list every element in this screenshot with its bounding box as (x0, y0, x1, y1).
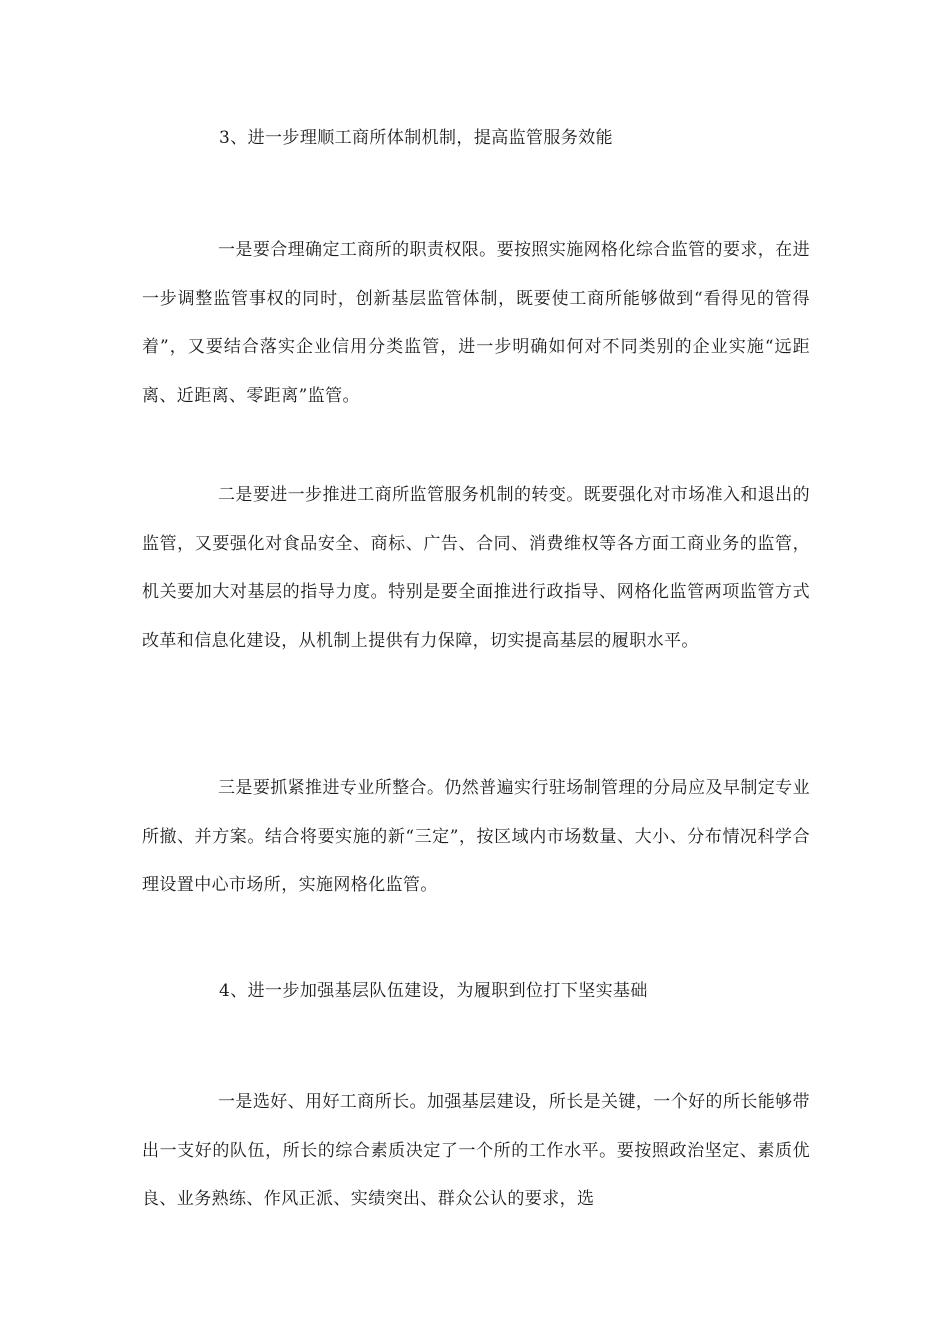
section-heading-4: 4、进一步加强基层队伍建设，为履职到位打下坚实基础 (219, 981, 648, 1001)
paragraph-3: 三是要抓紧推进专业所整合。仍然普遍实行驻场制管理的分局应及早制定专业所撤、并方案。结合将要实施的新“三定”，按区域内市场数量、大小、分布情况科学合理设置中心市场所，实施网格化监管。 (142, 778, 810, 895)
paragraph-1: 一是要合理确定工商所的职责权限。要按照实施网格化综合监管的要求，在进一步调整监管事权的同时，创新基层监管体制，既要使工商所能够做到“看得见的管得着”，又要结合落实企业信用分类监管，进一步明确如何对不同类别的企业实施“远距离、近距离、零距离”监管。 (142, 240, 810, 406)
paragraph-2: 二是要进一步推进工商所监管服务机制的转变。既要强化对市场准入和退出的监管，又要强化对食品安全、商标、广告、合同、消费维权等各方面工商业务的监管，机关要加大对基层的指导力度。特别是要全面推进行政指导、网格化监管两项监管方式改革和信息化建设，从机制上提供有力保障，切实提高基层的履职水平。 (142, 485, 810, 651)
section-heading-3: 3、进一步理顺工商所体制机制，提高监管服务效能 (219, 128, 614, 148)
paragraph-4: 一是选好、用好工商所长。加强基层建设，所长是关键，一个好的所长能够带出一支好的队伍，所长的综合素质决定了一个所的工作水平。要按照政治坚定、素质优良、业务熟练、作风正派、实绩突出、群众公认的要求，选 (142, 1092, 810, 1209)
